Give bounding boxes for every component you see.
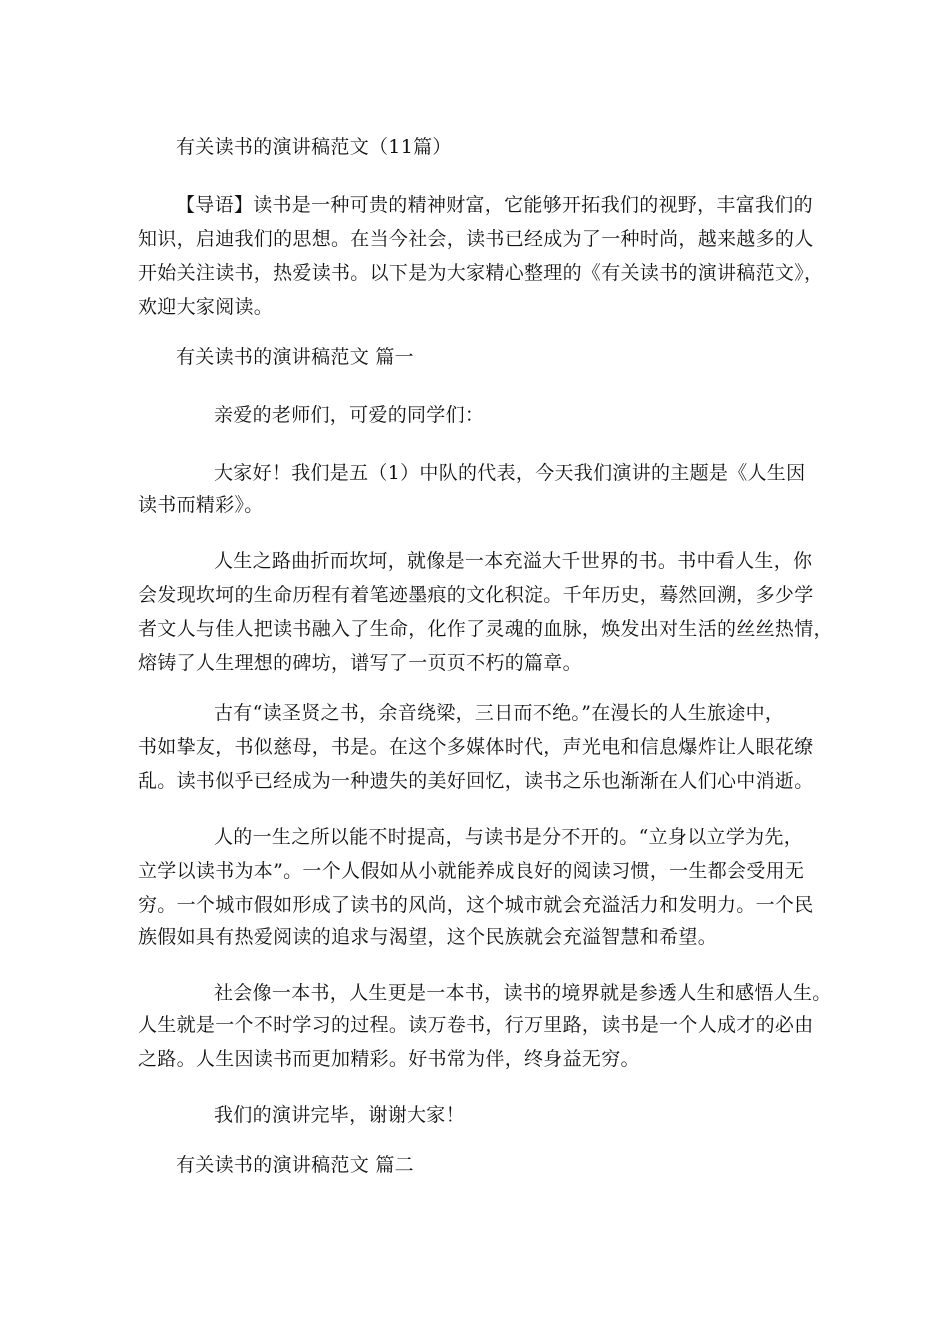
p2-line-3: 者文人与佳人把读书融入了生命，化作了灵魂的血脉，焕发出对生活的丝丝热情，	[138, 618, 833, 640]
greeting: 亲爱的老师们，可爱的同学们：	[214, 404, 485, 426]
p2-line-1: 人生之路曲折而坎坷，就像是一本充溢大千世界的书。书中看人生，你	[214, 550, 813, 572]
p5-line-1: 社会像一本书，人生更是一本书，读书的境界就是参透人生和感悟人生。	[214, 982, 832, 1004]
p4-line-3: 穷。一个城市假如形成了读书的风尚，这个城市就会充溢活力和发明力。一个民	[138, 894, 814, 916]
document-title: 有关读书的演讲稿范文（11篇）	[176, 136, 452, 158]
closing: 我们的演讲完毕，谢谢大家！	[214, 1104, 465, 1126]
section-heading-2: 有关读书的演讲稿范文 篇二	[176, 1154, 414, 1176]
p1-line-2: 读书而精彩》。	[138, 494, 264, 516]
p1-line-1: 大家好！我们是五（1）中队的代表，今天我们演讲的主题是《人生因	[214, 462, 806, 484]
p4-line-2: 立学以读书为本”。一个人假如从小就能养成良好的阅读习惯，一生都会受用无	[138, 860, 805, 882]
p3-line-2: 书如挚友，书似慈母，书是。在这个多媒体时代，声光电和信息爆炸让人眼花缭	[138, 736, 814, 758]
p2-line-4: 熔铸了人生理想的碑坊，谱写了一页页不朽的篇章。	[138, 652, 582, 674]
p3-line-1: 古有“读圣贤之书，余音绕梁，三日而不绝。”在漫长的人生旅途中，	[214, 702, 785, 724]
p3-line-3: 乱。读书似乎已经成为一种遗失的美好回忆，读书之乐也渐渐在人们心中消逝。	[138, 770, 814, 792]
p4-line-1: 人的一生之所以能不时提高，与读书是分不开的。“立身以立学为先，	[214, 826, 804, 848]
p2-line-2: 会发现坎坷的生命历程有着笔迹墨痕的文化积淀。千年历史，蓦然回溯，多少学	[138, 584, 814, 606]
intro-line-2: 知识，启迪我们的思想。在当今社会，读书已经成为了一种时尚，越来越多的人	[138, 228, 814, 250]
p5-line-2: 人生就是一个不时学习的过程。读万卷书，行万里路，读书是一个人成才的必由	[138, 1014, 814, 1036]
intro-line-4: 欢迎大家阅读。	[138, 296, 274, 318]
intro-line-3: 开始关注读书，热爱读书。以下是为大家精心整理的《有关读书的演讲稿范文》，	[138, 262, 824, 284]
intro-line-1: 【导语】读书是一种可贵的精神财富，它能够开拓我们的视野，丰富我们的	[176, 194, 813, 216]
section-heading-1: 有关读书的演讲稿范文 篇一	[176, 346, 414, 368]
p5-line-3: 之路。人生因读书而更加精彩。好书常为伴，终身益无穷。	[138, 1048, 640, 1070]
p4-line-4: 族假如具有热爱阅读的追求与渴望，这个民族就会充溢智慧和希望。	[138, 926, 718, 948]
